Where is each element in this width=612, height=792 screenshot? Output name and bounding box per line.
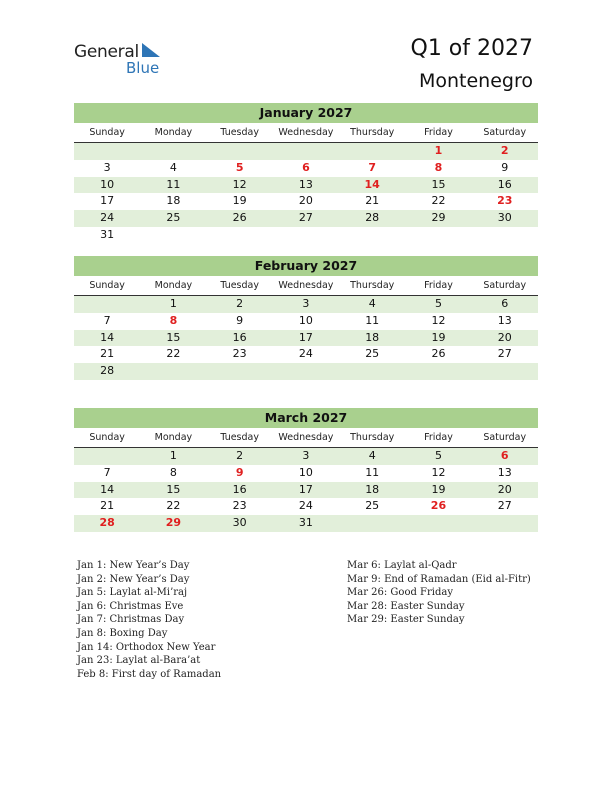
date-cell: 1 [169,449,177,462]
date-cell: 20 [497,482,512,496]
date-cell: 15 [166,482,181,496]
date-cell [472,227,538,244]
month-march [74,408,538,532]
logo-flag-icon [140,43,160,59]
date-cell [405,515,471,532]
date-cell: 24 [298,499,313,513]
date-cell: 13 [298,177,313,191]
date-cell: 2 [236,449,244,462]
date-cell: 5 [434,297,442,310]
date-cell: 4 [368,449,376,462]
holiday-date-cell: 23 [497,194,513,208]
holiday-item: Jan 6: Christmas Eve [77,600,184,612]
date-cell: 31 [100,227,115,241]
date-cell: 13 [497,313,512,327]
week-row [74,210,538,227]
week-row [74,498,538,515]
date-cell: 16 [232,330,247,344]
weekday-label: Wednesday [278,127,334,138]
week-row [74,363,538,380]
date-cell [339,515,405,532]
week-row [74,448,538,465]
holiday-list-right [347,559,531,627]
holiday-item: Mar 9: End of Ramadan (Eid al-Fitr) [347,573,531,585]
date-cell: 18 [365,330,380,344]
holiday-date-cell: 2 [500,144,509,157]
week-row [74,346,538,363]
date-cell: 17 [298,482,313,496]
date-cell: 16 [497,177,512,191]
week-row [74,177,538,194]
date-cell: 23 [232,499,247,513]
holiday-item: Jan 7: Christmas Day [77,614,185,626]
holiday-date-cell: 7 [368,160,377,174]
holiday-date-cell: 28 [99,516,115,530]
date-cell [472,515,538,532]
date-cell [339,363,405,380]
date-cell: 4 [368,297,376,310]
week-row [74,515,538,532]
holiday-item: Mar 28: Easter Sunday [347,600,465,612]
weekday-label: Tuesday [220,432,259,443]
holiday-date-cell: 1 [434,144,443,157]
date-cell: 17 [298,330,313,344]
date-cell [207,227,273,244]
weekday-label: Sunday [89,432,125,443]
date-cell: 5 [434,449,442,462]
date-cell: 12 [431,313,446,327]
date-cell: 26 [431,347,446,361]
date-cell: 26 [232,211,247,225]
country-name: Montenegro [418,70,533,92]
weekday-label: Friday [424,127,453,138]
date-cell: 22 [166,499,181,513]
holiday-date-cell: 14 [364,177,380,191]
date-cell: 22 [166,347,181,361]
holiday-item: Jan 8: Boxing Day [77,627,168,639]
holiday-date-cell: 6 [500,449,509,462]
holiday-item: Mar 26: Good Friday [347,587,453,599]
weekday-label: Saturday [483,432,527,443]
weekday-label: Thursday [350,280,395,291]
weekday-label: Monday [154,280,193,291]
weekday-label: Friday [424,432,453,443]
date-cell: 19 [431,330,446,344]
date-cell: 12 [431,465,446,479]
month-header: January 2027 [74,103,538,123]
date-cell: 10 [100,177,115,191]
date-cell: 11 [365,313,380,327]
date-cell: 25 [166,211,181,225]
weekday-label: Thursday [350,127,395,138]
holiday-item: Jan 14: Orthodox New Year [77,641,216,653]
week-row [74,296,538,313]
logo [74,42,174,78]
month-header: February 2027 [74,256,538,276]
weekday-label: Wednesday [278,432,334,443]
holiday-date-cell: 26 [430,499,447,513]
date-cell: 10 [298,465,313,479]
date-cell: 9 [501,160,509,174]
date-cell: 14 [100,482,115,496]
date-cell: 11 [365,465,380,479]
week-row [74,313,538,330]
weekday-label: Monday [154,127,193,138]
date-cell: 24 [100,211,115,225]
date-cell: 24 [298,347,313,361]
holiday-item: Mar 6: Laylat al-Qadr [347,560,457,571]
date-cell: 6 [501,297,509,310]
logo-general-text: General [74,42,139,62]
week-row [74,482,538,499]
date-cell [339,227,405,244]
date-cell [140,227,206,244]
holiday-date-cell: 29 [165,516,182,530]
date-cell [207,143,273,160]
week-row [74,227,538,244]
weekday-header-row [74,126,538,143]
page-title: Q1 of 2027 [410,36,533,61]
weekday-label: Monday [154,432,193,443]
week-row [74,160,538,177]
holiday-item: Jan 2: New Year’s Day [77,573,190,585]
weekday-label: Sunday [89,280,125,291]
date-cell: 18 [166,194,181,208]
date-cell [74,448,140,465]
month-january [74,103,538,244]
date-cell: 14 [100,330,115,344]
holiday-item: Feb 8: First day of Ramadan [77,668,222,680]
date-cell: 3 [302,297,310,310]
week-row [74,193,538,210]
holiday-date-cell: 8 [434,160,443,174]
date-cell [273,363,339,380]
logo-blue-text: Blue [126,59,160,77]
date-cell [74,143,140,160]
date-cell: 27 [497,499,512,513]
weekday-label: Tuesday [220,280,259,291]
date-cell: 7 [103,313,111,327]
date-cell [405,227,471,244]
holiday-item: Mar 29: Easter Sunday [347,614,465,626]
weekday-label: Tuesday [220,127,259,138]
week-row [74,143,538,160]
date-cell: 16 [232,482,247,496]
holiday-item: Jan 5: Laylat al-Mi’raj [77,587,188,599]
date-cell: 21 [100,499,115,513]
date-cell: 18 [365,482,380,496]
date-cell [472,363,538,380]
date-cell: 30 [232,516,247,530]
holiday-date-cell: 9 [235,465,244,479]
date-cell [140,143,206,160]
date-cell: 9 [236,313,244,327]
date-cell: 3 [302,449,310,462]
holiday-date-cell: 5 [235,160,244,174]
weekday-label: Friday [424,280,453,291]
weekday-label: Saturday [483,127,527,138]
date-cell: 19 [431,482,446,496]
date-cell: 20 [497,330,512,344]
date-cell: 15 [166,330,181,344]
date-cell [339,143,405,160]
date-cell: 7 [103,465,111,479]
date-cell [207,363,273,380]
date-cell: 10 [298,313,313,327]
date-cell: 22 [431,194,446,208]
date-cell: 25 [365,499,380,513]
date-cell: 17 [100,194,115,208]
date-cell: 31 [298,516,313,530]
weekday-label: Wednesday [278,280,334,291]
date-cell: 3 [103,160,111,174]
holiday-item: Jan 23: Laylat al-Bara’at [77,655,201,667]
week-row [74,330,538,347]
date-cell [273,227,339,244]
date-cell: 12 [232,177,247,191]
month-header: March 2027 [74,408,538,428]
date-cell: 21 [100,347,115,361]
week-row [74,465,538,482]
date-cell [273,143,339,160]
date-cell [140,363,206,380]
date-cell: 4 [169,160,177,174]
weekday-header-row [74,431,538,448]
date-cell: 23 [232,347,247,361]
date-cell: 30 [497,211,512,225]
holiday-list-left [77,559,221,681]
date-cell: 19 [232,194,247,208]
date-cell: 28 [365,211,380,225]
date-cell: 13 [497,465,512,479]
month-february [74,256,538,380]
date-cell: 27 [298,211,313,225]
date-cell [405,363,471,380]
date-cell: 28 [100,364,115,378]
date-cell: 2 [236,297,244,310]
holiday-date-cell: 8 [169,313,178,327]
date-cell: 15 [431,177,446,191]
date-cell: 21 [365,194,380,208]
weekday-label: Thursday [350,432,395,443]
date-cell: 20 [298,194,313,208]
weekday-label: Sunday [89,127,125,138]
weekday-header-row [74,279,538,296]
holiday-date-cell: 6 [302,160,310,174]
date-cell: 11 [166,177,181,191]
date-cell: 8 [169,465,177,479]
weekday-label: Saturday [483,280,527,291]
date-cell: 25 [365,347,380,361]
holiday-item: Jan 1: New Year’s Day [77,560,190,571]
date-cell: 27 [497,347,512,361]
date-cell: 1 [169,297,177,310]
date-cell: 29 [431,211,446,225]
date-cell [74,296,140,313]
